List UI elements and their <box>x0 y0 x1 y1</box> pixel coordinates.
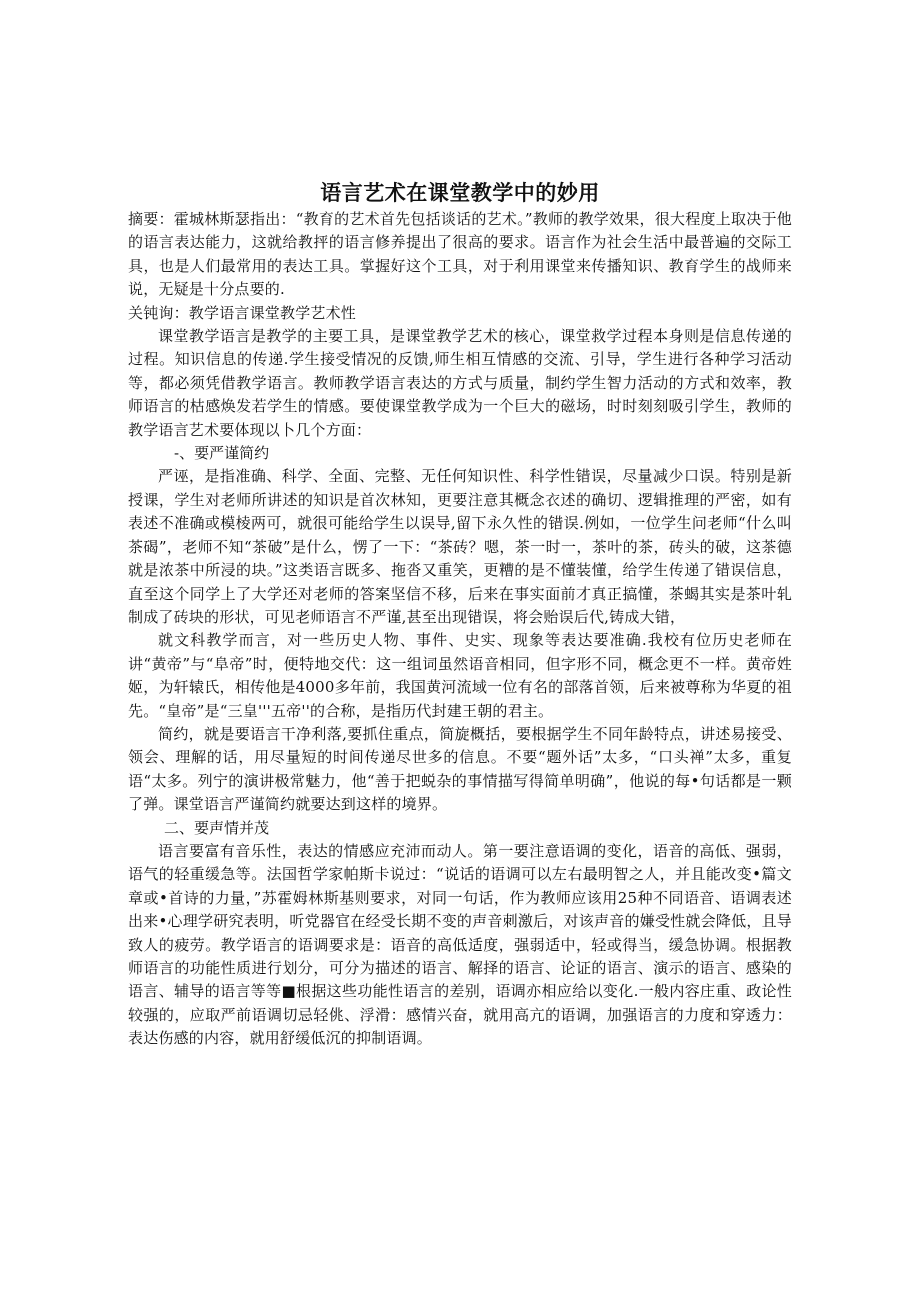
intro-paragraph: 课堂教学语言是教学的主要工具，是课堂教学艺术的核心，课堂救学过程本身则是信息传递的过程。知识信息的传递.学生接受情况的反馈,师生相互情感的交流、引导，学生进行各种学习活动等，都必须凭借教学语言。教师教学语言表达的方式与质量，制约学生智力活动的方式和效率，教师语言的枯感焕发若学生的情感。要使课堂教学成为一个巨大的磁场，时时刻刻吸引学生，教师的教学语言艺术要体现以卜几个方面： <box>128 327 792 439</box>
keywords-line: 关钝询：教学语言课堂教学艺术性 <box>128 303 357 322</box>
document-title: 语言艺术在课堂教学中的妙用 <box>320 181 600 205</box>
document-page <box>128 178 792 1051</box>
section1-paragraph-3: 简约，就是要语言干净利落,要抓住重点，简旋概括，要根据学生不同年龄特点，讲述易接受、领会、理解的话，用尽量短的时间传递尽世多的信息。不要“题外话”太多，“口头禅”太多，重复语“太多。列宁的演讲极常魅力，他“善于把蜕杂的事情描写得简单明确”，他说的每•句话都是一颗了弹。课堂语言严谨简约就要达到这样的境界。 <box>128 724 792 814</box>
section1-paragraph-1: 严诬，是指准确、科学、全面、完整、无任何知识性、科学性错误，尽量减少口误。特别是新授课，学生对老师所讲述的知识是首次林知，更要注意其概念衣述的确切、逻辑推理的严密，如有表述不准确或模棱两可，就很可能给学生以误导,留下永久性的错误.例如，一位学生问老师“什么叫茶碣”，老师不知“茶破”是什么，愣了一下：“茶砖？嗯，茶一时一，茶叶的茶，砖头的破，这茶德就是浓茶中所浸的块。”这类语言既多、拖沓又重笑，更糟的是不懂装懂，给学生传递了错误信息，直至这个同学上了大学还对老师的答案坚信不移，后来在事实面前才真正搞懂，茶蝎其实是茶叶轧制成了砖块的形状，可见老师语言不严谨,甚至出现错误，将会贻误后代,铸成大错， <box>128 467 792 626</box>
section-heading-2: 二、要声情并茂 <box>164 818 270 837</box>
section-heading-1: -、要严谨简约 <box>174 444 270 463</box>
section1-paragraph-2: 就文科教学而言，对一些历史人物、事件、史实、现象等表达要准确.我校有位历史老师在讲“黄帝”与“阜帝”时，便特地交代：这一组词虽然语音相同，但字形不同，概念更不一样。黄帝姓姬，为轩辕氏，相传他是4000多年前，我国黄河流域一位有名的部落首领，后来被尊称为华夏的祖先。“皇帝”是“三皇'''五帝''的合称，是指历代封建王朝的君主。 <box>128 631 792 720</box>
section2-paragraph-1: 语言要富有音乐性，表达的情感应充沛而动人。第一要注意语调的变化，语音的高低、强弱，语气的轻重缓急等。法国哲学家帕斯卡说过：“说话的语调可以左右最明智之人，并且能改变•篇文章或•首诗的力量，”苏霍姆林斯基则要求，对同一句话，作为教师应该用25种不同语音、语调表述出来•心理学研究表明，听党器官在经受长期不变的声音刺激后，对该声音的嫌受性就会降低，且导致人的疲劳。教学语言的语调要求是：语音的高低适度，强弱适中，轻或得当，缓急协调。根据教师语言的功能性质进行划分，可分为描述的语言、解择的语言、论证的语言、演示的语言、感染的语言、辅导的语言等等■根据这些功能性语言的差别，语调亦相应给以变化.一般内容庄重、政论性较强的，应取严前语调切忌轻佻、浮滑：感情兴奋，就用高亢的语调，加强语言的力度和穿透力：表达伤感的内容，就用舒缓低沉的抑制语调。 <box>128 841 792 1048</box>
abstract-paragraph: 摘要：霍城林斯瑟指出：“教育的艺术首先包括谈话的艺术。”教师的教学效果，很大程度上取决于他的语言表达能力，这就给教抨的语言修养提出了很高的要求。语言作为社会生活中最普遍的交际工具，也是人们最常用的表达工具。掌握好这个工具，对于利用课堂来传播知识、教育学生的战师来说，无疑是十分点要的. <box>128 210 792 299</box>
